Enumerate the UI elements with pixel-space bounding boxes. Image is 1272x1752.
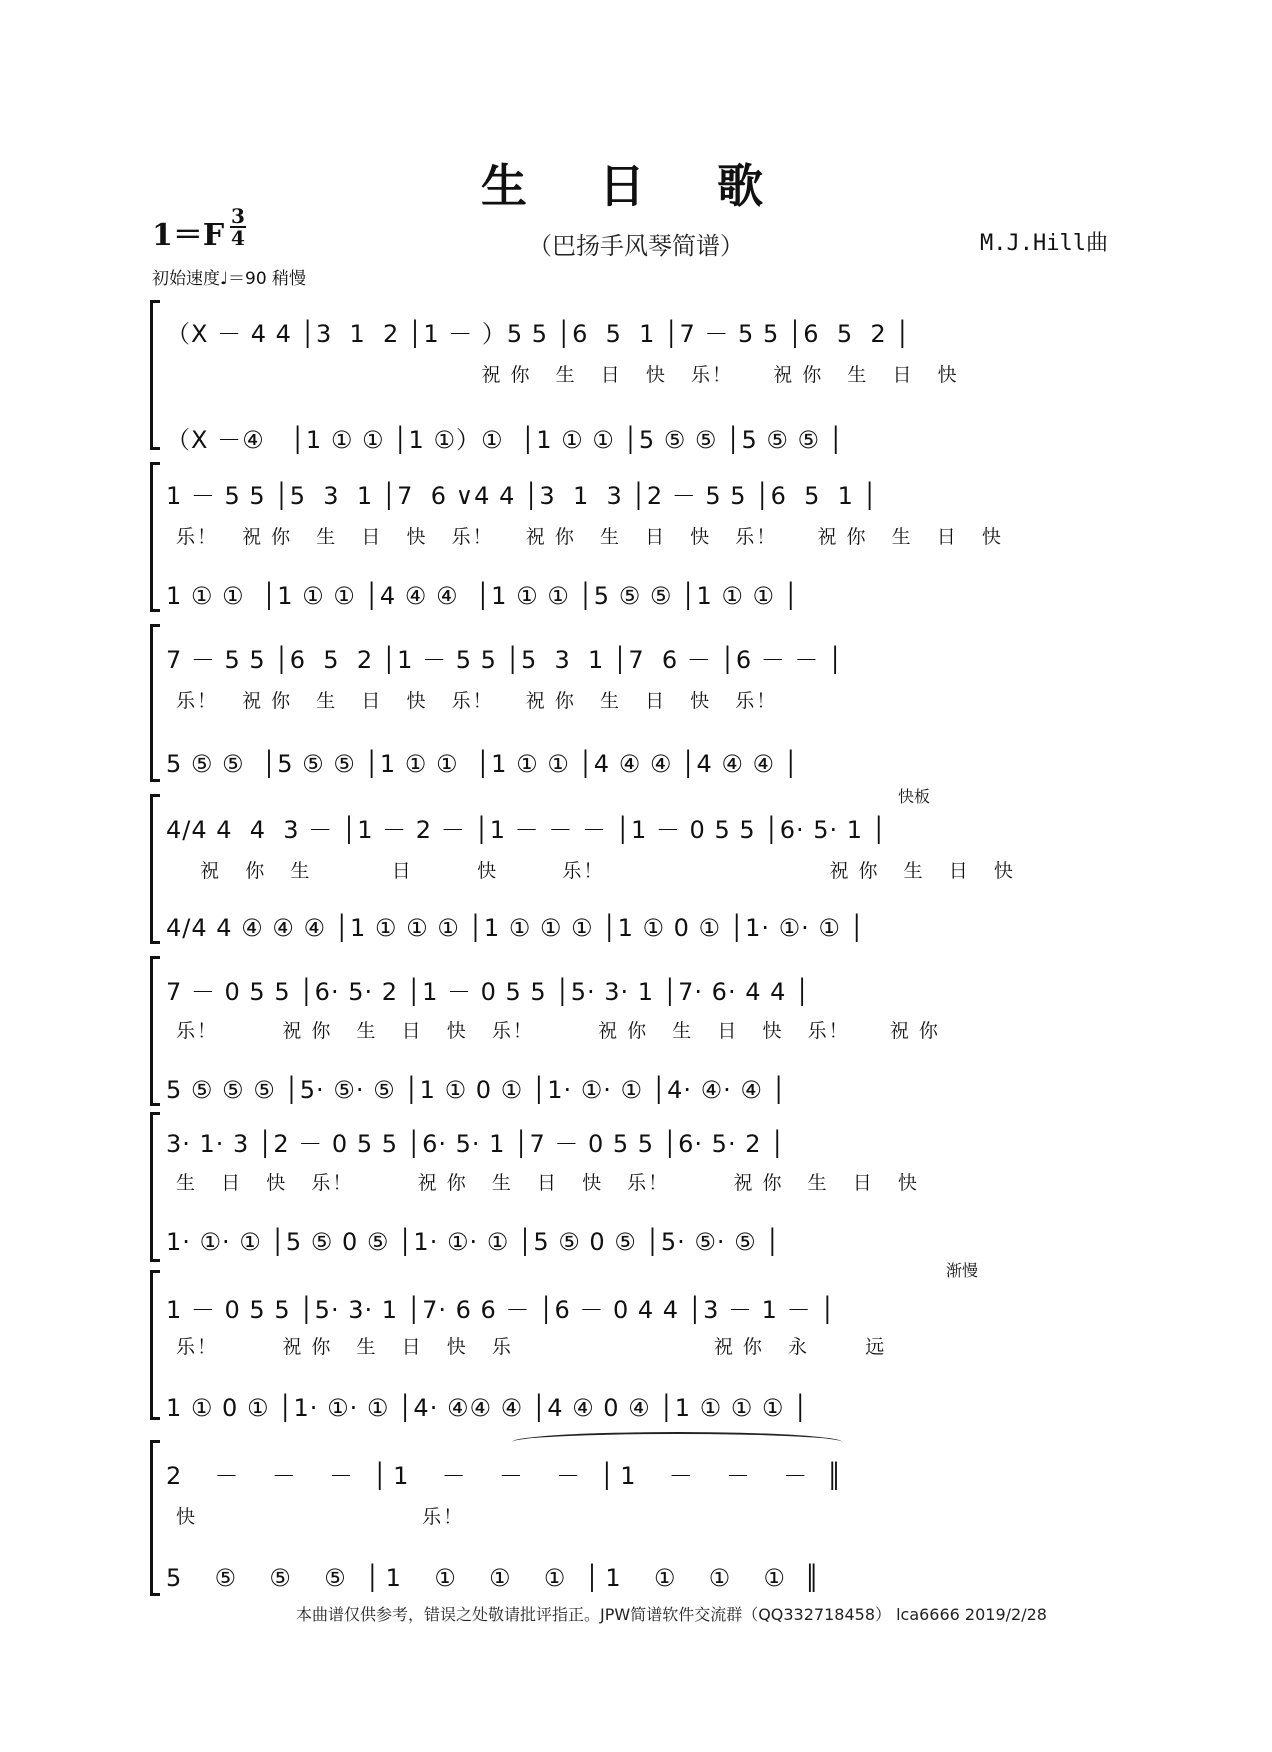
lyrics-line: 乐！ 祝 你 生 日 快 乐 祝 你 永 远 [176,1336,887,1358]
accompaniment-line: （X －④ │1 ① ① │1 ①）① │1 ① ① │5 ⑤ ⑤ │5 ⑤ ⑤ │ [166,426,845,454]
accompaniment-line: 4/4 4 ④ ④ ④ │1 ① ① ① │1 ① ① ① │1 ① 0 ① │1· ①· ① │ [166,914,866,942]
time-signature-bottom: 4 [231,226,245,250]
page-title: 生 日 歌 [480,159,792,213]
system-brace [150,624,153,782]
accompaniment-line: 1· ①· ① │5 ⑤ 0 ⑤ │1· ①· ① │5 ⑤ 0 ⑤ │5· ⑤· ⑤ │ [166,1228,781,1256]
system-brace [150,1112,153,1262]
key-signature: 1＝F [152,218,225,253]
melody-line: 1 － 0 5 5 │5· 3· 1 │7· 6 6 － │6 － 0 4 4 │3 － 1 － │ [166,1296,836,1324]
system-brace [150,956,153,1106]
lyrics-line: 乐！ 祝 你 生 日 快 乐！ 祝 你 生 日 快 乐！ [176,690,778,712]
lyrics-line: 乐！ 祝 你 生 日 快 乐！ 祝 你 生 日 快 乐！ 祝 你 生 日 快 [176,526,1003,548]
accompaniment-line: 5 ⑤ ⑤ │5 ⑤ ⑤ │1 ① ① │1 ① ① │4 ④ ④ │4 ④ ④ │ [166,750,800,778]
system-brace [150,300,153,450]
lyrics-line: 生 日 快 乐！ 祝 你 生 日 快 乐！ 祝 你 生 日 快 [176,1172,919,1194]
accompaniment-line: 5 ⑤ ⑤ ⑤ │5· ⑤· ⑤ │1 ① 0 ① │1· ①· ① │4· ④· ④ │ [166,1076,787,1104]
melody-line: 7 － 0 5 5 │6· 5· 2 │1 － 0 5 5 │5· 3· 1 │7· 6· 4 4 │ [166,978,811,1006]
melody-line: 2 － － － │1 － － － │1 － － － ║ [166,1462,848,1490]
tempo-marking: 初始速度♩＝90 稍慢 [152,269,307,289]
tie-arc [512,1432,842,1442]
system-brace [150,462,153,612]
tempo-annotation-fast: 快板 [898,787,931,806]
time-signature-top: 3 [231,204,245,228]
system-brace [150,1270,153,1420]
tempo-annotation-rit: 渐慢 [946,1261,979,1280]
lyrics-line: 乐！ 祝 你 生 日 快 乐！ 祝 你 生 日 快 乐！ 祝 你 [176,1020,940,1042]
melody-line: （X － 4 4 │3 1 2 │1 － ）5 5 │6 5 1 │7 － 5 5 │6 5 2 │ [166,320,911,348]
system-brace [150,794,153,944]
subtitle: （巴扬手风琴简谱） [528,232,744,260]
lyrics-line: 快 乐！ [176,1506,465,1528]
melody-line: 4/4 4 4 3 － │1 － 2 － │1 － － － │1 － 0 5 5 │6· 5· 1 │ [166,816,888,844]
lyrics-line: 祝 你 生 日 快 乐！ 祝 你 生 日 快 [176,364,959,386]
melody-line: 1 － 5 5 │5 3 1 │7 6 ∨4 4 │3 1 3 │2 － 5 5 │6 5 1 │ [166,482,878,510]
melody-line: 7 － 5 5 │6 5 2 │1 － 5 5 │5 3 1 │7 6 － │6 － － │ [166,646,844,674]
accompaniment-line: 1 ① ① │1 ① ① │4 ④ ④ │1 ① ① │5 ⑤ ⑤ │1 ① ① │ [166,582,800,610]
lyrics-line: 祝 你 生 日 快 乐！ 祝 你 生 日 快 [176,860,1015,882]
system-brace [150,1440,153,1596]
accompaniment-line: 5 ⑤ ⑤ ⑤ │1 ① ① ① │1 ① ① ① ║ [166,1564,826,1592]
accompaniment-line: 1 ① 0 ① │1· ①· ① │4· ④④ ④ │4 ④ 0 ④ │1 ① ① ① │ [166,1394,809,1422]
composer: M.J.Hill曲 [980,231,1108,256]
melody-line: 3· 1· 3 │2 － 0 5 5 │6· 5· 1 │7 － 0 5 5 │6· 5· 2 │ [166,1130,786,1158]
footer-note: 本曲谱仅供参考，错误之处敬请批评指正。JPW简谱软件交流群（QQ332718458） lca6666 2019/2/28 [296,1605,1047,1624]
